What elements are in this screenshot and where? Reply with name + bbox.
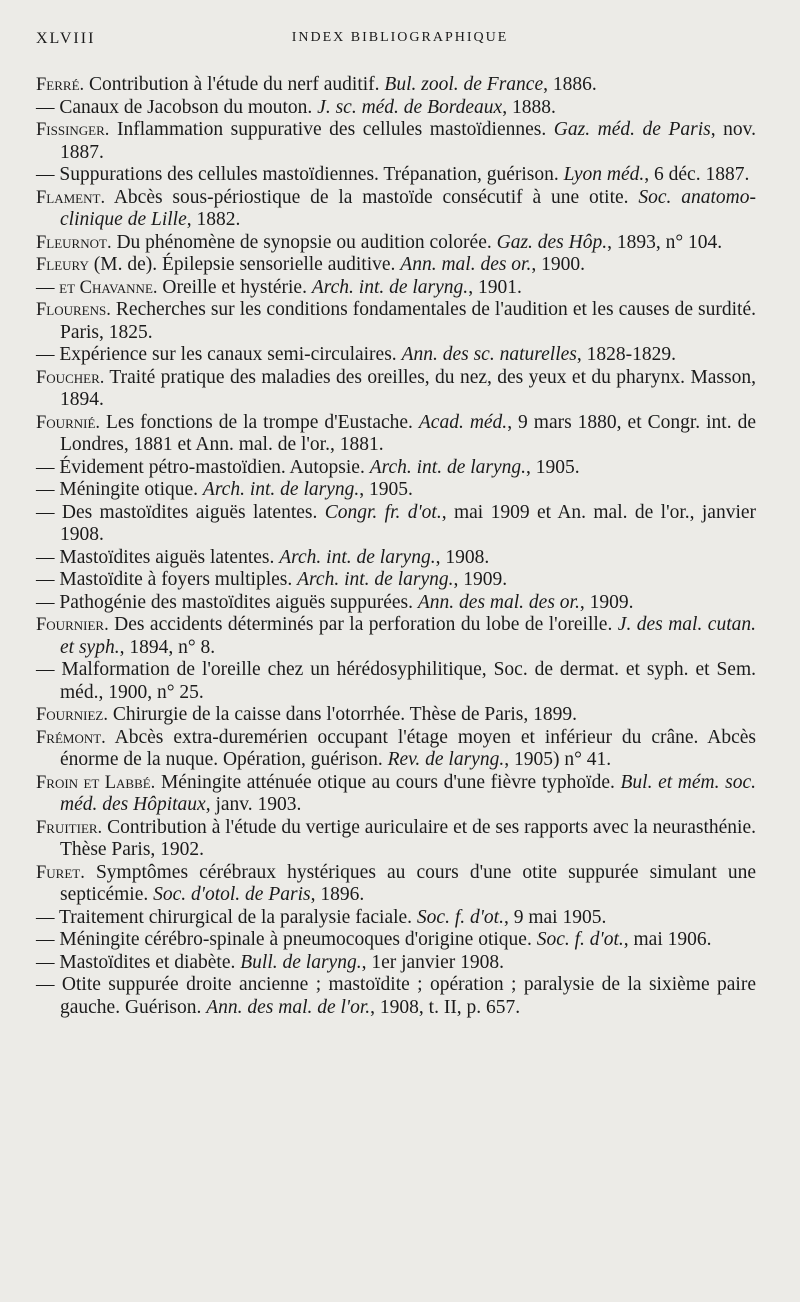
- entry-text: Otite suppurée droite ancienne ; mastoïdite ; opération ; paralysie de la sixième paire gauche. Guérison.: [54, 974, 756, 1018]
- entry-details: , mai 1909 et An. mal. de l'or., janvier 1908.: [60, 501, 757, 545]
- bibliography-entry: [36, 592, 756, 615]
- entry-author: —: [36, 907, 55, 928]
- entry-journal: Bull. de laryng.: [240, 951, 362, 973]
- page-number: XLVIII: [36, 30, 96, 47]
- entry-text: Évidement pétro-mastoïdien. Autopsie.: [54, 456, 370, 478]
- entry-author: —: [36, 502, 55, 523]
- bibliography-entry: [36, 659, 756, 704]
- entry-text: Oreille et hystérie.: [157, 276, 312, 298]
- entry-author: —: [36, 345, 55, 365]
- entry-author: Fournier.: [36, 615, 109, 635]
- bibliography-entry: [36, 299, 756, 344]
- entry-details: , 1886.: [543, 74, 597, 95]
- entry-author: —: [36, 975, 55, 995]
- entry-details: , nov. 1887.: [60, 119, 757, 163]
- bibliography-entry: [36, 929, 756, 952]
- entry-author: Flament.: [36, 187, 106, 208]
- entry-details: , 1894, n° 8.: [119, 636, 216, 658]
- entry-details: , 9 mai 1905.: [503, 906, 607, 928]
- bibliography-entry: [36, 344, 756, 367]
- entry-journal: Ann. des mal. de l'or.: [206, 996, 371, 1018]
- entry-journal: Soc. anatomo-clinique de Lille: [60, 186, 756, 230]
- entry-text: Méningite otique.: [54, 479, 203, 500]
- bibliography-entry: [36, 772, 756, 817]
- entry-author: Frémont.: [36, 727, 106, 748]
- entry-author: Foucher.: [36, 367, 105, 388]
- entry-journal: Ann. des mal. des or.: [417, 591, 580, 613]
- bibliography-entry: [36, 614, 756, 659]
- bibliography-entry: [36, 907, 756, 930]
- entry-journal: Arch. int. de laryng.: [279, 546, 436, 568]
- entry-details: , 1908, t. II, p. 657.: [370, 996, 521, 1018]
- entry-details: , 1901.: [468, 276, 522, 298]
- entry-author: —: [36, 930, 55, 950]
- entry-author: Fissinger.: [36, 120, 110, 140]
- entry-author: Froin et Labbé.: [36, 772, 156, 793]
- entry-author: —: [36, 592, 55, 613]
- entry-text: Les fonctions de la trompe d'Eustache.: [100, 411, 419, 433]
- bibliography-entry: [36, 952, 756, 975]
- entry-journal: Bul. zool. de France: [384, 74, 544, 95]
- entry-journal: Congr. fr. d'ot.: [324, 501, 442, 523]
- entry-text: Méningite atténuée otique au cours d'une fièvre typhoïde.: [155, 771, 621, 793]
- entry-details: , 1900.: [531, 254, 585, 275]
- bibliography-entry: [36, 862, 756, 907]
- entry-details: , 1905.: [359, 479, 413, 500]
- entry-journal: Arch. int. de laryng.: [202, 479, 360, 500]
- bibliography-entry: [36, 254, 756, 277]
- entry-journal: Soc. f. d'ot.: [536, 929, 624, 950]
- bibliography-list: [36, 74, 756, 1019]
- entry-journal: Gaz. méd. de Paris: [553, 119, 711, 140]
- entry-author: —: [36, 457, 55, 478]
- bibliography-entry: [36, 119, 756, 164]
- entry-author: —: [36, 660, 55, 680]
- entry-author: —: [36, 97, 55, 118]
- entry-journal: Arch. int. de laryng.: [311, 276, 469, 298]
- entry-details: , 1905.: [526, 456, 580, 478]
- entry-author: —: [36, 570, 55, 590]
- bibliography-entry: [36, 412, 756, 457]
- entry-details: , mai 1906.: [623, 929, 712, 950]
- bibliography-entry: [36, 457, 756, 480]
- entry-author: Ferré.: [36, 75, 85, 95]
- bibliography-entry: [36, 97, 756, 120]
- entry-journal: Acad. méd.: [418, 411, 508, 433]
- entry-text: Mastoïdite à foyers multiples.: [54, 569, 298, 590]
- entry-author: —: [36, 480, 55, 500]
- entry-details: , 9 mars 1880, et Congr. int. de Londres, 1881 et Ann. mal. de l'or., 1881.: [60, 411, 756, 455]
- entry-details: , 1896.: [310, 884, 365, 905]
- entry-journal: J. sc. méd. de Bordeaux: [317, 96, 503, 118]
- bibliography-entry: [36, 74, 756, 97]
- bibliography-entry: [36, 367, 756, 412]
- entry-text: Traitement chirurgical de la paralysie faciale.: [54, 906, 417, 928]
- entry-journal: J. des mal. cutan. et syph.: [60, 614, 756, 658]
- entry-details: , 1828-1829.: [576, 344, 676, 365]
- bibliography-entry: [36, 974, 756, 1019]
- running-title: INDEX BIBLIOGRAPHIQUE: [291, 30, 509, 45]
- entry-text: Pathogénie des mastoïdites aiguës suppurées.: [54, 591, 418, 613]
- entry-author: — et Chavanne.: [36, 277, 158, 298]
- bibliography-entry: [36, 479, 756, 502]
- bibliography-entry: [36, 569, 756, 592]
- entry-journal: Arch. int. de laryng.: [297, 569, 454, 590]
- bibliography-entry: [36, 232, 756, 255]
- entry-journal: Lyon méd.: [563, 164, 645, 185]
- entry-text: Malformation de l'oreille chez un hérédosyphilitique, Soc. de dermat. et syph. et Sem. méd., 1900, n° 25.: [54, 659, 756, 703]
- entry-journal: Bul. et mém. soc. méd. des Hôpitaux: [60, 771, 756, 815]
- bibliography-entry: [36, 187, 756, 232]
- entry-details: , 1er janvier 1908.: [361, 951, 504, 973]
- entry-text: Suppurations des cellules mastoïdiennes. Trépanation, guérison.: [54, 164, 564, 185]
- entry-author: Fleury: [36, 255, 89, 275]
- entry-text: Traité pratique des maladies des oreilles, du nez, des yeux et du pharynx. Masson, 1894.: [60, 366, 756, 410]
- bibliography-entry: [36, 704, 756, 727]
- entry-text: Chirurgie de la caisse dans l'otorrhée. Thèse de Paris, 1899.: [107, 704, 578, 725]
- entry-text: Abcès extra-duremérien occupant l'étage moyen et inférieur du crâne. Abcès énorme de la nuque. Opération, guérison.: [60, 726, 756, 770]
- entry-text: (M. de). Épilepsie sensorielle auditive.: [88, 254, 401, 275]
- entry-author: Fruitier.: [36, 817, 103, 838]
- entry-text: Des mastoïdites aiguës latentes.: [54, 501, 325, 523]
- bibliography-entry: [36, 727, 756, 772]
- entry-details: , 1905) n° 41.: [504, 749, 612, 770]
- bibliography-entry: [36, 277, 756, 300]
- entry-text: Expérience sur les canaux semi-circulaires.: [54, 344, 402, 365]
- entry-details: , 1882.: [186, 209, 241, 230]
- entry-text: Méningite cérébro-spinale à pneumocoques d'origine otique.: [54, 929, 537, 950]
- entry-text: Mastoïdites aiguës latentes.: [54, 546, 280, 568]
- entry-text: Symptômes cérébraux hystériques au cours d'une otite suppurée simulant une septicémie.: [60, 861, 756, 905]
- entry-journal: Ann. des sc. naturelles: [401, 344, 577, 365]
- entry-journal: Rev. de laryng.: [387, 749, 505, 770]
- entry-author: —: [36, 952, 55, 973]
- entry-details: , 1893, n° 104.: [607, 231, 723, 253]
- bibliography-entry: [36, 547, 756, 570]
- entry-text: Canaux de Jacobson du mouton.: [54, 96, 318, 118]
- entry-journal: Gaz. des Hôp.: [496, 231, 608, 253]
- entry-details: , janv. 1903.: [205, 794, 302, 815]
- entry-text: Inflammation suppurative des cellules mastoïdiennes.: [109, 119, 554, 140]
- entry-details: , 1909.: [579, 591, 634, 613]
- entry-details: , 1888.: [502, 96, 556, 118]
- entry-author: —: [36, 547, 55, 568]
- entry-author: Flourens.: [36, 300, 111, 320]
- entry-author: Fourniez.: [36, 705, 108, 725]
- bibliography-entry: [36, 817, 756, 862]
- entry-author: Furet.: [36, 862, 85, 883]
- entry-text: Du phénomène de synopsie ou audition colorée.: [111, 231, 497, 253]
- entry-text: Mastoïdites et diabète.: [54, 951, 241, 973]
- entry-author: Fleurnot.: [36, 232, 112, 253]
- entry-text: Contribution à l'étude du vertige auriculaire et de ses rapports avec la neurasthénie. Thèse Paris, 1902.: [60, 816, 756, 860]
- entry-author: —: [36, 165, 55, 185]
- entry-journal: Arch. int. de laryng.: [369, 456, 527, 478]
- bibliography-entry: [36, 502, 756, 547]
- entry-details: , 1909.: [453, 569, 508, 590]
- bibliography-entry: [36, 164, 756, 187]
- entry-details: , 6 déc. 1887.: [644, 164, 750, 185]
- entry-author: Fournié.: [36, 412, 101, 433]
- entry-journal: Soc. d'otol. de Paris: [153, 884, 311, 905]
- page-header: [36, 30, 764, 54]
- entry-text: Recherches sur les conditions fondamentales de l'audition et les causes de surdité. Paris, 1825.: [60, 299, 756, 343]
- entry-text: Contribution à l'étude du nerf auditif.: [84, 74, 385, 95]
- entry-journal: Soc. f. d'ot.: [416, 906, 504, 928]
- entry-text: Abcès sous-périostique de la mastoïde consécutif à une otite.: [105, 186, 639, 208]
- entry-details: , 1908.: [435, 546, 490, 568]
- entry-text: Des accidents déterminés par la perforation du lobe de l'oreille.: [108, 614, 618, 635]
- entry-journal: Ann. mal. des or.: [400, 254, 532, 275]
